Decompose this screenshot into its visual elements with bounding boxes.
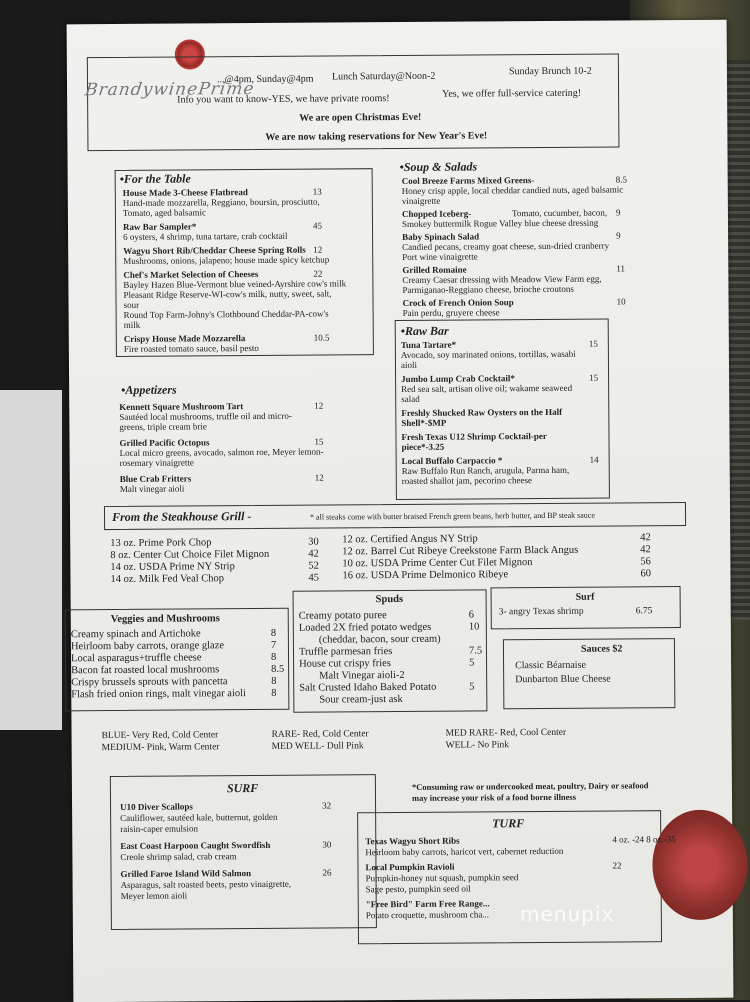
side-price: 8: [270, 627, 277, 639]
menu-item-description: salad: [401, 393, 420, 404]
steak-item: 14 oz. Milk Fed Veal Chop: [110, 573, 225, 586]
menu-item-name: House Made 3-Cheese Flatbread: [122, 187, 248, 198]
menu-item-description: raisin-caper emulsion: [120, 823, 198, 834]
steak-item: 12 oz. Barrel Cut Ribeye Creekstone Farm Black Angus: [342, 544, 579, 558]
temp-rare: RARE- Red, Cold Center: [271, 729, 369, 740]
spud-price: 6: [468, 609, 475, 621]
menu-item-description: Heirloom baby carrots, haricot vert, cabernet reduction: [365, 845, 564, 858]
spud-item: Malt Vinegar aioli-2: [319, 669, 405, 682]
health-warning: *Consuming raw or undercooked meat, poultry, Dairy or seafood: [411, 780, 649, 792]
menu-item-price: 9: [615, 207, 621, 218]
menu-item-description: Bayley Hazen Blue-Vermont blue veined-Ayrshire cow's milk: [123, 278, 347, 290]
soups-heading: •Soup & Salads: [399, 159, 478, 174]
hours-text: ...@4pm, Sunday@4pm: [216, 73, 314, 86]
menu-item-name: Raw Bar Sampler*: [122, 221, 197, 232]
menu-item-name: "Free Bird" Farm Free Range...: [365, 898, 490, 910]
menu-item-description: Meyer lemon aioli: [120, 890, 188, 901]
brand-logo: BrandywinePrime: [83, 78, 256, 101]
menu-item-description: Asparagus, salt roasted beets, pesto vinaigrette,: [120, 878, 292, 890]
steak-list: [67, 20, 727, 25]
spud-item: House cut crispy fries: [299, 658, 391, 670]
menu-item-description: vinaigrette: [401, 195, 441, 206]
spud-price: 5: [469, 681, 475, 693]
menu-item-price: 11: [616, 263, 626, 274]
steak-item: 13 oz. Prime Pork Chop: [110, 537, 212, 550]
menu-item-name: East Coast Harpoon Caught Swordfish: [120, 839, 271, 851]
menu-item-name: Freshly Shucked Raw Oysters on the Half: [401, 406, 563, 418]
christmas-note: We are open Christmas Eve!: [299, 111, 422, 124]
menu-item-name: Local Pumpkin Ravioli: [365, 861, 455, 873]
napkin: [0, 390, 62, 730]
menu-item-name: Jumbo Lump Crab Cocktail*: [401, 373, 515, 384]
menu-item-name: Texas Wagyu Short Ribs: [365, 835, 460, 847]
menu-item-name: U10 Diver Scallops: [120, 801, 193, 812]
menu-item-name: Chef's Market Selection of Cheeses: [123, 268, 259, 280]
spud-item: Creamy potato puree: [298, 610, 387, 622]
temp-medium: MEDIUM- Pink, Warm Center: [101, 742, 220, 754]
health-warning: may increase your risk of a food borne illness: [411, 791, 577, 803]
side-price: 7: [270, 639, 277, 651]
temp-well: WELL- No Pink: [445, 740, 510, 751]
menu-item-price: 26: [322, 867, 332, 878]
menu-item-description: Pumpkin-honey nut squash, pumpkin seed: [365, 872, 519, 884]
menu-item-description: Honey crisp apple, local cheddar candied nuts, aged balsamic: [401, 184, 624, 196]
menu-item-price: 15: [314, 436, 324, 447]
catering-note: Yes, we offer full-service catering!: [442, 87, 582, 100]
menu-item-description: Round Top Farm-Johny's Clothbound Cheddar-PA-cow's: [123, 308, 329, 320]
menu-item-description: Red sea salt, artisan olive oil; wakame seaweed: [401, 382, 573, 394]
spuds-heading: Spuds: [375, 593, 404, 606]
spud-item: Truffle parmesan fries: [298, 646, 393, 658]
steakhouse-note: * all steaks come with butter braised French green beans, herb butter, and BP steak sauce: [310, 510, 595, 522]
steak-item: 14 oz. USDA Prime NY Strip: [110, 561, 235, 574]
side-price: 8: [270, 651, 277, 663]
menu-item-description: aioli: [400, 359, 418, 370]
temp-medrare: MED RARE- Red, Cool Center: [445, 727, 567, 739]
menu-item-price: 12: [314, 400, 324, 411]
menu-item-price: 9: [616, 230, 621, 241]
menu-item-name: Grilled Pacific Octopus: [119, 437, 210, 448]
spuds-list: [67, 20, 727, 25]
surf-addon-price: 6.75: [635, 606, 653, 617]
spud-price: 7.5: [468, 645, 483, 657]
veggies-heading: Veggies and Mushrooms: [110, 613, 220, 626]
steak-price: 30: [308, 536, 319, 548]
menu-item-description: Tomato, aged balsamic: [122, 207, 207, 218]
side-item: Local asparagus+truffle cheese: [70, 652, 202, 665]
menu-item-description: roasted shallot jam, pecorino cheese: [401, 475, 533, 486]
menu-item-name: Tuna Tartare*: [400, 339, 457, 350]
menu-item-price: 13: [312, 186, 322, 197]
menu-item-description: Pleasant Ridge Reserve-WI-cow's milk, nutty, sweet, salt,: [123, 288, 332, 300]
menu-item-description: Hand-made mozzarella, Reggiano, boursin, prosciutto,: [122, 196, 320, 208]
temp-blue: BLUE- Very Red, Cold Center: [101, 730, 219, 742]
menu-item-name: Cool Breeze Farms Mixed Greens-: [401, 175, 535, 186]
menu-item-description: Smokey buttermilk Rogue Valley blue cheese dressing: [401, 217, 599, 229]
sauces-heading: Sauces $2: [580, 643, 623, 655]
steak-price: 42: [640, 532, 651, 544]
menu-item-price: 15: [589, 372, 599, 383]
menu-item-price: 12: [314, 472, 324, 483]
menu-item-description: Potato croquette, mushroom cha...: [365, 909, 490, 921]
menu-item-description: Local micro greens, avocado, salmon roe, Meyer lemon-: [119, 446, 324, 458]
side-item: Heirloom baby carrots, orange glaze: [70, 640, 225, 653]
menu-item-name: Crispy House Made Mozzarella: [123, 333, 246, 344]
menu-item-description: milk: [123, 319, 141, 330]
menu-item-price: 22: [612, 860, 622, 871]
lunch-hours: Lunch Saturday@Noon-2: [331, 70, 436, 83]
raw-bar-heading: •Raw Bar: [400, 323, 449, 338]
menu-item-price: 15: [588, 338, 598, 349]
steak-price: 42: [308, 548, 319, 560]
for-the-table-heading: •For the Table: [119, 171, 191, 186]
side-price: 8.5: [271, 663, 285, 675]
side-item: Bacon fat roasted local mushrooms: [71, 664, 220, 677]
steak-price: 56: [640, 556, 651, 568]
menu-item-name: Fresh Texas U12 Shrimp Cocktail-per: [401, 430, 547, 442]
menu-item-price: 32: [322, 800, 332, 811]
steak-item: 8 oz. Center Cut Choice Filet Mignon: [110, 548, 270, 562]
seal-logo-icon: [652, 810, 748, 921]
menu-item-name: Local Buffalo Carpaccio *: [401, 455, 503, 466]
side-item: Creamy spinach and Artichoke: [70, 628, 201, 641]
menu-item-description: Candied pecans, creamy goat cheese, sun-dried cranberry: [402, 240, 610, 252]
spud-item: (cheddar, bacon, sour cream): [318, 633, 441, 646]
raw-bar-list: [67, 20, 727, 25]
surf-heading: SURF: [226, 780, 259, 796]
menu-item-description: Creole shrimp salad, crab cream: [120, 851, 237, 862]
surf-addon-item: 3- angry Texas shrimp: [498, 606, 584, 618]
menu-item-description: Malt vinegar aioli: [119, 483, 185, 494]
appetizers-heading: •Appetizers: [121, 382, 177, 397]
menu-item-description: Avocado, soy marinated onions, tortillas, wasabi: [400, 348, 576, 360]
menu-item-description: Mushrooms, onions, jalapeno; house made spicy ketchup: [123, 254, 330, 266]
turf-list: [67, 20, 727, 25]
brunch-hours: Sunday Brunch 10-2: [508, 65, 592, 78]
side-price: 8: [271, 687, 277, 699]
soups-list: [67, 20, 727, 25]
private-rooms-note: Info you want to know-YES, we have private rooms!: [177, 93, 390, 106]
veggies-list: [67, 20, 727, 25]
menu-item-price: 10.5: [313, 332, 330, 343]
menu-item-name: Kennett Square Mushroom Tart: [119, 401, 244, 412]
steak-price: 42: [640, 544, 651, 556]
menu-item-price: 10: [616, 296, 626, 307]
temp-medwell: MED WELL- Dull Pink: [271, 741, 364, 752]
menu-item-description: Pain perdu, gruyere cheese: [402, 307, 500, 318]
turf-heading: TURF: [492, 816, 525, 831]
menu-item-name: Chopped Iceberg-: [401, 208, 472, 219]
appetizers-list: [67, 20, 727, 25]
menu-item-price: 45: [312, 220, 323, 231]
steak-price: 60: [640, 568, 651, 580]
menu-item-price: 30: [322, 839, 332, 850]
spud-price: 5: [469, 657, 475, 669]
menu-item-description: Shell*-$MP: [401, 417, 447, 428]
spud-item: Loaded 2X fried potato wedges: [298, 621, 432, 634]
menu-item-name: Wagyu Short Rib/Cheddar Cheese Spring Rolls: [123, 244, 306, 256]
for-the-table-list: [67, 20, 727, 25]
menu-item-description: greens, triple cream brie: [119, 421, 207, 432]
menu-item-description: Fire roasted tomato sauce, basil pesto: [123, 342, 259, 354]
menu-item-price: 14: [589, 454, 599, 465]
menu-item-description: Parmiganao-Reggiano cheese, brioche croutons: [402, 283, 574, 295]
menu-item-description: Sage pesto, pumpkin seed oil: [365, 883, 471, 895]
menu-item-description: 6 oysters, 4 shrimp, tuna tartare, crab cocktail: [123, 230, 288, 242]
menu-item-description: Port wine vinaigrette: [402, 251, 478, 262]
steak-price: 45: [308, 572, 320, 584]
menu-item-name: Blue Crab Fritters: [119, 473, 192, 484]
steakhouse-heading: From the Steakhouse Grill -: [111, 509, 252, 525]
menu-item-name: Grilled Faroe Island Wild Salmon: [120, 868, 252, 879]
sauce-item: Dunbarton Blue Cheese: [515, 673, 611, 686]
steak-item: 12 oz. Certified Angus NY Strip: [342, 533, 478, 546]
menu-item-description: piece*-3.25: [401, 441, 445, 452]
menu-item-description: rosemary vinaigrette: [119, 457, 194, 468]
menu-item-price: 4 oz. -24 8 oz.-35: [612, 834, 676, 845]
menu-item-name-extra: Tomato, cucumber, bacon,: [511, 207, 608, 219]
surf-addon-heading: Surf: [575, 591, 595, 603]
spud-price: 10: [468, 621, 480, 633]
menu-item-name: Baby Spinach Salad: [402, 231, 480, 242]
watermark-text: menupix: [520, 902, 615, 926]
side-item: Flash fried onion rings, malt vinegar aioli: [71, 688, 246, 701]
menu-item-description: sour: [123, 299, 140, 310]
spud-item: Sour cream-just ask: [319, 693, 403, 706]
steak-price: 52: [308, 560, 319, 572]
newyear-note: We are now taking reservations for New Year's Eve!: [265, 130, 488, 143]
side-price: 8: [271, 675, 277, 687]
menu-page: [67, 20, 734, 1002]
menu-item-name: Crock of French Onion Soup: [402, 297, 514, 308]
menu-item-description: Creamy Caesar dressing with Meadow View Farm egg,: [402, 273, 602, 285]
steak-item: 16 oz. USDA Prime Delmonico Ribeye: [342, 569, 509, 582]
sauce-item: Classic Béarnaise: [515, 659, 586, 672]
menu-item-price: 22: [313, 268, 323, 279]
menu-item-name: Grilled Romaine: [402, 264, 467, 275]
menu-item-price: 12: [313, 244, 323, 255]
steak-item: 10 oz. USDA Prime Center Cut Filet Mignon: [342, 557, 533, 570]
menu-item-description: Sautéed local mushrooms, truffle oil and micro-: [119, 410, 292, 422]
menu-item-description: Cauliflower, sautéed kale, butternut, golden: [120, 811, 278, 823]
side-item: Crispy brussels sprouts with pancetta: [71, 676, 228, 689]
menu-item-description: Raw Buffalo Run Ranch, arugula, Parma ham,: [401, 464, 570, 476]
surf-list: [67, 20, 727, 25]
menu-item-price: 8.5: [615, 174, 627, 185]
spud-item: Salt Crusted Idaho Baked Potato: [299, 681, 437, 694]
